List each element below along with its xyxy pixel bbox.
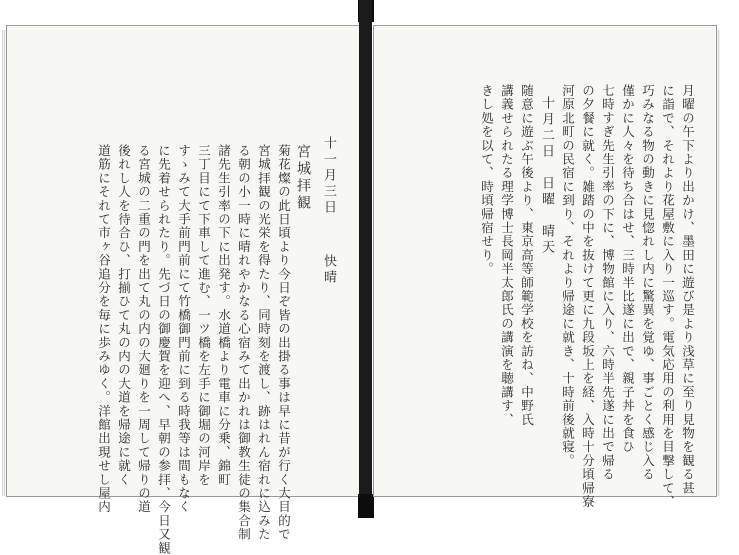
text-column: 僅かに人々を待ち合はせ、三時半比遂に出で、親子丼を食ひ: [620, 84, 636, 454]
book-spine: [359, 0, 372, 518]
text-column: 七時すぎ先生引率の下に、博物館に入り、六時半先遂に出で帰る: [600, 84, 616, 482]
left-page: [6, 25, 360, 555]
binding-clip-bottom: [358, 494, 374, 518]
text-column: 随意に遊ぶ午後より、東京高等師範学校を訪ね、中野氏: [519, 84, 535, 427]
text-column: きし処を以て、時頃帰宿せり。: [479, 84, 495, 276]
text-column: に詣で、それより花屋敷に入り一巡す。電気応用の利用を目撃して、: [660, 84, 676, 509]
text-column: 諸先生引率の下に出発す。水道橋より電車に分乗、錦町: [216, 144, 232, 487]
text-column: すゝみて大手前門前にて竹橋御門前に到る時我等は間もなく: [176, 144, 192, 514]
text-column: 後れし人を待合ひ、打揃ひて丸の内の大道を帰途に就く: [116, 144, 132, 487]
diary-date: 十月二日 日曜 晴天: [539, 96, 554, 256]
text-column: 巧みなる物の動きに見惚れし内に驚異を覚ゆ、事ごとく感じ入る: [640, 84, 656, 482]
text-column: 講義せられたる理学博士長岡半太郎氏の講演を聴講す、: [499, 84, 515, 427]
text-column: に先着せられたり。先づ日の御慶賀を迎へ、早朝の参拝、今日又観: [156, 144, 172, 555]
right-page: [373, 25, 717, 509]
diary-weather: 快晴: [321, 254, 336, 286]
section-heading: 宮城拝観: [295, 144, 311, 212]
text-column: る宮城の二重の門を出て丸の内の大廻りを一周して帰りの道: [136, 144, 152, 514]
text-column: 月曜の午下より出かけ、墨田に遊び是より浅草に至り見物を観る甚: [680, 84, 696, 495]
text-column: る朝の小一時に晴れやかなる心宿みて出かれは御教生徒の集合制: [236, 144, 252, 542]
text-column: 道筋にそれて市ヶ谷追分を毎に歩みゆく。洋館出現せし屋内: [96, 144, 112, 514]
text-column: 三丁目にて下車して進む、一ツ橋を左手に御堀の河岸を: [196, 144, 212, 487]
text-column: 河原北町の民宿に到り、それより帰途に就き、十時前後就寝。: [560, 84, 576, 468]
text-column: 宮城拝観の光栄を得たり、同時刻を渡し、跡はれん宿れに込みた: [256, 144, 272, 542]
text-column: 菊花燦の此日頃より今日ぞ皆の出掛る事は早に昔が行く大目的で: [276, 144, 292, 542]
text-column: の夕餐に就く。雑踏の中を抜けて更に九段坂上を経、入時十分頃帰寮: [580, 84, 596, 509]
diary-date: 十一月三日: [321, 136, 336, 216]
